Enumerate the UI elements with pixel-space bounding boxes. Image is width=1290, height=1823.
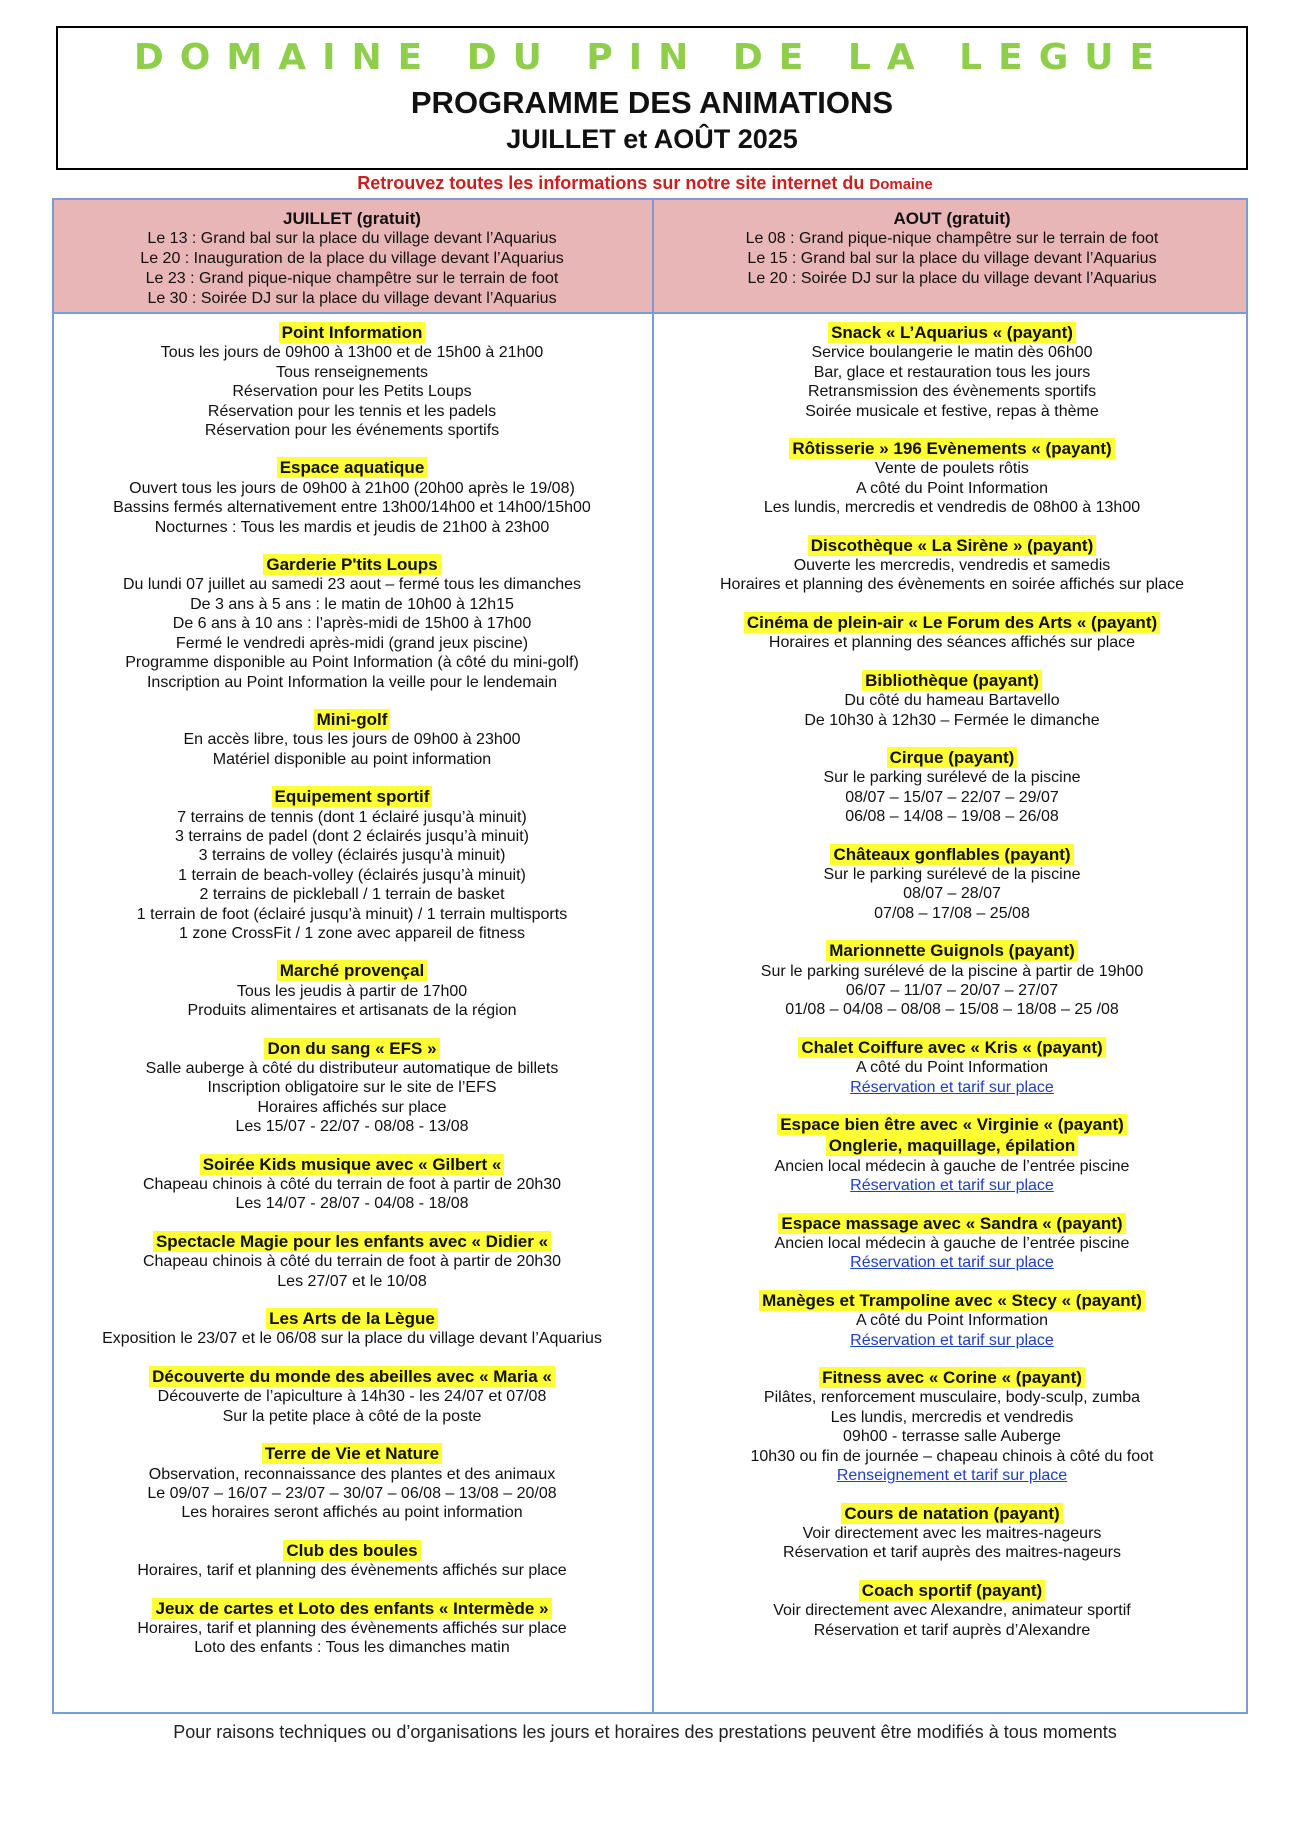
section-line: Sur le parking surélevé de la piscine	[823, 865, 1081, 883]
section-line: Réservation pour les Petits Loups	[232, 383, 472, 401]
section-line: Ancien local médecin à gauche de l’entrée piscine	[774, 1235, 1130, 1253]
program-table	[52, 198, 1248, 1714]
events-aout-title: AOUT (gratuit)	[893, 209, 1011, 228]
activity-section	[54, 1598, 650, 1658]
section-line: Tous renseignements	[275, 363, 429, 381]
event-line: Le 23 : Grand pique-nique champêtre sur le terrain de foot	[145, 270, 559, 287]
section-title: Don du sang « EFS »	[264, 1038, 439, 1059]
activity-section	[654, 438, 1250, 518]
section-line: Ouverte les mercredis, vendredis et samedis	[793, 557, 1111, 575]
section-line: Du lundi 07 juillet au samedi 23 aout – fermé tous les dimanches	[122, 576, 582, 594]
events-aout	[654, 208, 1250, 289]
activity-section	[654, 1213, 1250, 1273]
activity-section	[654, 940, 1250, 1020]
reservation-link[interactable]: Réservation et tarif sur place	[850, 1254, 1054, 1272]
activity-section	[54, 1038, 650, 1137]
section-line: Chapeau chinois à côté du terrain de foot à partir de 20h30	[142, 1176, 562, 1194]
activity-section	[54, 554, 650, 692]
section-line: De 10h30 à 12h30 – Fermée le dimanche	[804, 711, 1100, 729]
event-line: Le 13 : Grand bal sur la place du village devant l’Aquarius	[147, 230, 557, 247]
activities-right-column	[654, 322, 1250, 1657]
event-line: Le 20 : Soirée DJ sur la place du village devant l’Aquarius	[747, 270, 1157, 287]
section-line: Soirée musicale et festive, repas à thème	[805, 402, 1099, 420]
section-line: Sur le parking surélevé de la piscine à partir de 19h00	[760, 962, 1144, 980]
activity-section	[654, 322, 1250, 421]
section-line: Retransmission des évènements sportifs	[807, 383, 1097, 401]
section-line: Nocturnes : Tous les mardis et jeudis de 21h00 à 23h00	[154, 518, 550, 536]
section-title: Equipement sportif	[272, 786, 433, 807]
reservation-link[interactable]: Renseignement et tarif sur place	[836, 1467, 1068, 1485]
section-subtitle: Onglerie, maquillage, épilation	[826, 1135, 1079, 1156]
event-line: Le 20 : Inauguration de la place du village devant l’Aquarius	[140, 250, 564, 267]
reservation-link[interactable]: Réservation et tarif sur place	[850, 1331, 1054, 1349]
section-line: Les 27/07 et le 10/08	[277, 1272, 427, 1290]
section-line: Loto des enfants : Tous les dimanches matin	[194, 1639, 510, 1657]
section-line: 1 zone CrossFit / 1 zone avec appareil de fitness	[179, 924, 525, 942]
section-title: Espace massage avec « Sandra « (payant)	[778, 1213, 1125, 1234]
section-line: Matériel disponible au point information	[212, 750, 492, 768]
footer-note: Pour raisons techniques ou d’organisations les jours et horaires des prestations peuvent être modifiés à tous moments	[173, 1722, 1117, 1742]
section-title: Rôtisserie » 196 Evènements « (payant)	[789, 438, 1114, 459]
activity-section	[54, 1366, 650, 1426]
event-line: Le 15 : Grand bal sur la place du village devant l’Aquarius	[747, 250, 1157, 267]
section-line: Pilâtes, renforcement musculaire, body-sculp, zumba	[763, 1389, 1141, 1407]
activity-section	[654, 1114, 1250, 1196]
activities-left-column	[54, 322, 650, 1675]
section-line: Salle auberge à côté du distributeur automatique de billets	[145, 1060, 559, 1077]
section-line: 2 terrains de pickleball / 1 terrain de basket	[199, 886, 505, 904]
section-title: Cirque (payant)	[887, 747, 1018, 768]
section-title: Espace bien être avec « Virginie « (payant)	[777, 1114, 1127, 1135]
section-line: Vente de poulets rôtis	[875, 460, 1029, 478]
section-line: Découverte de l’apiculture à 14h30 - les 24/07 et 07/08	[157, 1388, 547, 1406]
section-title: Cinéma de plein-air « Le Forum des Arts « (payant)	[744, 612, 1160, 633]
activity-section	[54, 709, 650, 769]
section-line: Programme disponible au Point Information (à côté du mini-golf)	[125, 654, 579, 672]
section-line: 06/08 – 14/08 – 19/08 – 26/08	[845, 808, 1059, 826]
events-juillet-title: JUILLET (gratuit)	[283, 209, 421, 228]
section-line: Les lundis, mercredis et vendredis de 08h00 à 13h00	[763, 499, 1141, 517]
activity-section	[54, 1231, 650, 1291]
section-line: 09h00 - terrasse salle Auberge	[843, 1428, 1061, 1446]
activity-section	[54, 1308, 650, 1349]
activity-section	[54, 1443, 650, 1523]
section-line: Voir directement avec les maitres-nageurs	[802, 1524, 1102, 1542]
section-line: Exposition le 23/07 et le 06/08 sur la place du village devant l’Aquarius	[102, 1330, 602, 1348]
section-line: 7 terrains de tennis (dont 1 éclairé jusqu’à minuit)	[177, 808, 527, 826]
section-title: Point Information	[279, 322, 426, 343]
website-note-domain: Domaine	[869, 176, 933, 193]
activity-section	[654, 535, 1250, 595]
section-line: Ancien local médecin à gauche de l’entrée piscine	[774, 1157, 1130, 1175]
section-line: 3 terrains de volley (éclairés jusqu’à minuit)	[198, 847, 506, 865]
section-line: 1 terrain de foot (éclairé jusqu’à minuit) / 1 terrain multisports	[136, 905, 568, 923]
section-title: Manèges et Trampoline avec « Stecy « (payant)	[759, 1290, 1145, 1311]
section-line: En accès libre, tous les jours de 09h00 à 23h00	[183, 731, 521, 749]
section-line: Réservation et tarif auprès des maitres-nageurs	[783, 1544, 1121, 1562]
section-title: Marionnette Guignols (payant)	[826, 940, 1078, 961]
section-title: Fitness avec « Corine « (payant)	[819, 1367, 1085, 1388]
section-line: Bar, glace et restauration tous les jours	[813, 363, 1091, 381]
section-line: Inscription obligatoire sur le site de l’EFS	[207, 1079, 497, 1097]
section-line: Horaires affichés sur place	[257, 1098, 447, 1116]
website-note	[0, 171, 1290, 197]
section-line: Ouvert tous les jours de 09h00 à 21h00 (20h00 après le 19/08)	[129, 479, 575, 497]
section-line: A côté du Point Information	[855, 1059, 1049, 1077]
section-title: Soirée Kids musique avec « Gilbert «	[200, 1154, 505, 1175]
section-line: Produits alimentaires et artisanats de la région	[187, 1002, 517, 1020]
section-title: Jeux de cartes et Loto des enfants « Intermède »	[152, 1598, 551, 1619]
activity-section	[54, 457, 650, 537]
section-line: Horaires, tarif et planning des évènements affichés sur place	[137, 1619, 567, 1637]
section-title: Club des boules	[283, 1540, 420, 1561]
activity-section	[654, 747, 1250, 827]
section-line: Les 14/07 - 28/07 - 04/08 - 18/08	[235, 1195, 469, 1213]
section-title: Marché provençal	[277, 960, 428, 981]
section-line: Fermé le vendredi après-midi (grand jeux piscine)	[175, 634, 529, 652]
program-subtitle: JUILLET et AOÛT 2025	[506, 124, 798, 154]
section-line: Horaires, tarif et planning des évènements affichés sur place	[137, 1562, 567, 1580]
section-line: Les 15/07 - 22/07 - 08/08 - 13/08	[235, 1118, 469, 1136]
section-line: 1 terrain de beach-volley (éclairés jusqu’à minuit)	[178, 866, 526, 884]
section-title: Coach sportif (payant)	[859, 1580, 1045, 1601]
section-title: Découverte du monde des abeilles avec « Maria «	[149, 1366, 555, 1387]
section-line: Le 09/07 – 16/07 – 23/07 – 30/07 – 06/08 – 13/08 – 20/08	[147, 1484, 557, 1502]
section-line: De 6 ans à 10 ans : l’après-midi de 15h00 à 17h00	[172, 615, 532, 633]
activity-section	[654, 1037, 1250, 1097]
program-title: PROGRAMME DES ANIMATIONS	[410, 85, 894, 120]
activity-section	[654, 612, 1250, 653]
section-title: Mini-golf	[314, 709, 391, 730]
section-line: Horaires et planning des évènements en soirée affichés sur place	[720, 576, 1184, 594]
activity-section	[654, 670, 1250, 730]
activity-section	[654, 1290, 1250, 1350]
activity-section	[654, 844, 1250, 924]
section-line: 06/07 – 11/07 – 20/07 – 27/07	[845, 981, 1059, 999]
section-title: Cours de natation (payant)	[841, 1503, 1062, 1524]
section-line: 08/07 – 28/07	[903, 885, 1001, 903]
section-line: Sur le parking surélevé de la piscine	[823, 769, 1081, 787]
document-header	[56, 26, 1248, 170]
section-title: Snack « L’Aquarius « (payant)	[828, 322, 1076, 343]
section-line: Les horaires seront affichés au point information	[181, 1504, 523, 1522]
section-line: Réservation pour les événements sportifs	[204, 422, 500, 440]
website-note-text: Retrouvez toutes les informations sur notre site internet du	[357, 173, 865, 193]
section-line: Tous les jeudis à partir de 17h00	[236, 982, 468, 1000]
section-title: Les Arts de la Lègue	[266, 1308, 438, 1329]
section-line: 01/08 – 04/08 – 08/08 – 15/08 – 18/08 – 25 /08	[785, 1001, 1119, 1019]
events-juillet	[54, 208, 650, 309]
section-line: 07/08 – 17/08 – 25/08	[874, 904, 1030, 922]
section-title: Discothèque « La Sirène » (payant)	[808, 535, 1096, 556]
section-line: 10h30 ou fin de journée – chapeau chinois à côté du foot	[750, 1447, 1154, 1465]
section-line: Les lundis, mercredis et vendredis	[830, 1408, 1074, 1426]
event-line: Le 08 : Grand pique-nique champêtre sur le terrain de foot	[745, 230, 1159, 247]
activity-section	[54, 322, 650, 440]
section-line: Service boulangerie le matin dès 06h00	[811, 344, 1093, 362]
section-line: Sur la petite place à côté de la poste	[222, 1407, 482, 1425]
section-title: Chalet Coiffure avec « Kris « (payant)	[798, 1037, 1105, 1058]
section-line: 3 terrains de padel (dont 2 éclairés jusqu’à minuit)	[175, 827, 529, 845]
section-title: Spectacle Magie pour les enfants avec « Didier «	[153, 1231, 551, 1252]
section-line: Du côté du hameau Bartavello	[844, 692, 1060, 710]
activity-section	[54, 1154, 650, 1214]
section-line: Voir directement avec Alexandre, animateur sportif	[773, 1602, 1131, 1620]
activity-section	[54, 1540, 650, 1581]
section-line: Réservation pour les tennis et les padels	[207, 402, 497, 420]
section-line: Chapeau chinois à côté du terrain de foot à partir de 20h30	[142, 1253, 562, 1271]
section-title: Espace aquatique	[277, 457, 428, 478]
section-line: Réservation et tarif auprès d’Alexandre	[813, 1621, 1091, 1639]
section-title: Terre de Vie et Nature	[262, 1443, 442, 1464]
section-line: A côté du Point Information	[855, 1312, 1049, 1330]
activity-section	[654, 1580, 1250, 1640]
section-line: 08/07 – 15/07 – 22/07 – 29/07	[845, 788, 1059, 806]
activity-section	[54, 786, 650, 943]
reservation-link[interactable]: Réservation et tarif sur place	[850, 1078, 1054, 1096]
domain-name: DOMAINE DU PIN DE LA LEGUE	[133, 37, 1171, 78]
section-line: Bassins fermés alternativement entre 13h00/14h00 et 14h00/15h00	[113, 499, 591, 517]
section-line: Observation, reconnaissance des plantes et des animaux	[148, 1465, 556, 1483]
reservation-link[interactable]: Réservation et tarif sur place	[850, 1177, 1054, 1195]
event-line: Le 30 : Soirée DJ sur la place du village devant l’Aquarius	[147, 290, 557, 307]
section-line: De 3 ans à 5 ans : le matin de 10h00 à 12h15	[190, 595, 514, 613]
section-line: A côté du Point Information	[855, 479, 1049, 497]
section-title: Châteaux gonflables (payant)	[830, 844, 1073, 865]
activity-section	[654, 1503, 1250, 1563]
section-title: Bibliothèque (payant)	[862, 670, 1042, 691]
section-line: Inscription au Point Information la veille pour le lendemain	[146, 673, 557, 691]
activity-section	[54, 960, 650, 1020]
section-title: Garderie P'tits Loups	[263, 554, 440, 575]
section-line: Tous les jours de 09h00 à 13h00 et de 15h00 à 21h00	[160, 344, 544, 362]
section-line: Horaires et planning des séances affichés sur place	[768, 634, 1136, 652]
activity-section	[654, 1367, 1250, 1485]
